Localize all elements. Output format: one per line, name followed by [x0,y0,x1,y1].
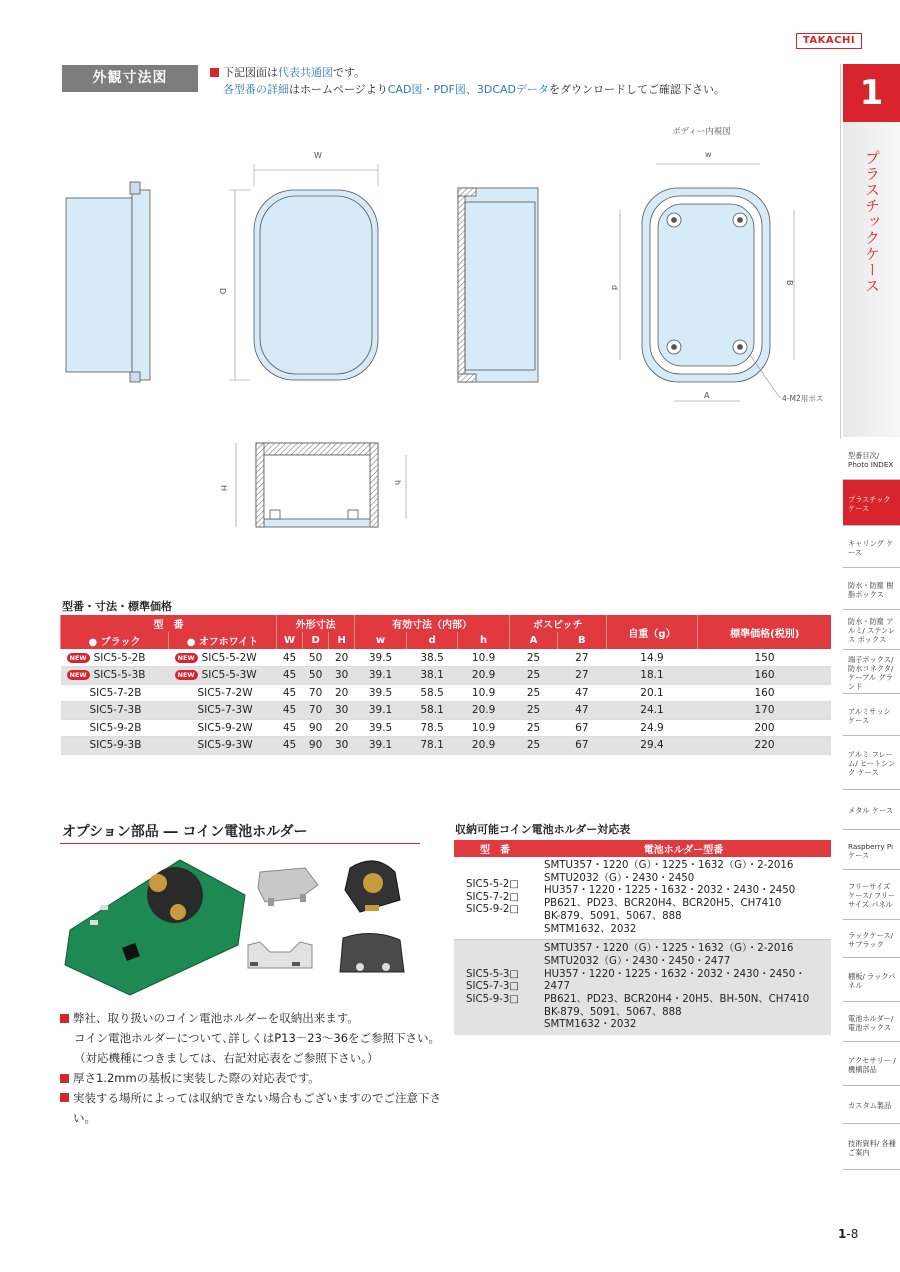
bullet-icon [60,1074,69,1083]
cell-D: 90 [303,719,329,737]
th-B: B [558,632,606,649]
inside-view [620,164,794,401]
holder-line: PB621、PD23、BCR20H4、BCR20H5、CH7410 [544,898,782,910]
th-W: W [277,632,303,649]
cell-h: 20.9 [458,737,510,755]
holder-line: BK-879、5091、5067、888 [544,910,682,922]
holder-line: HU357・1220・1225・1632・2032・2430・2450・2477 [544,968,806,993]
coin-model: SIC5-7-2□ [466,891,520,903]
th-white: ● オフホワイト [169,632,277,649]
side-nav-item[interactable]: 電池ホルダー/ 電池ボックス [843,1002,900,1042]
th-inner: 有効寸法（内部） [355,615,510,632]
table-row [454,857,831,940]
cell-d: 78.5 [406,719,458,737]
holder-line: SMTU357・1220（G）・1225・1632（G）・2-2016 [544,943,794,955]
cell-D: 70 [303,684,329,702]
cell-price: 160 [698,684,831,702]
holder-photo-1 [258,868,318,906]
side-view [66,182,150,382]
cell-price: 160 [698,667,831,685]
cell-H: 20 [329,684,355,702]
cell-d: 38.5 [406,649,458,667]
table-row [61,667,832,685]
option-notes: 弊社、取り扱いのコイン電池ホルダーを収納出来ます。 コイン電池ホルダーについて､詳しくはP13－23～36をご参照下さい。 （対応機種につきましては、右記対応表をご参照下さい。） 厚さ1.2mmの基板に実装した際の対応表です。 実装する場所によっては収納できない場合もございますのでご注意下さい。 [60,1008,450,1128]
cell-A: 25 [509,667,557,685]
side-nav-item[interactable]: メタル ケース [843,790,900,830]
holder-photo-3 [248,942,312,968]
coin-model: SIC5-5-3□ [466,968,520,980]
cell-weight: 24.1 [606,702,698,720]
model-white: SIC5-5-2W [201,651,257,664]
model-black: SIC5-7-3B [89,704,142,717]
th-D: D [303,632,329,649]
cell-H: 30 [329,702,355,720]
cell-d: 78.1 [406,737,458,755]
cell-w: 39.5 [355,684,407,702]
dim-W: W [314,151,322,160]
dim-H: H [219,485,228,492]
th-boss: ボスピッチ [509,615,606,632]
takachi-logo: TAKACHI [796,33,862,49]
option-underline [60,843,420,844]
cell-B: 27 [558,667,606,685]
cell-price: 220 [698,737,831,755]
coin-table-title: 収納可能コイン電池ホルダー対応表 [455,823,631,836]
height-view [236,443,406,527]
th-model: 型 番 [61,615,277,632]
cell-W: 45 [277,667,303,685]
cell-A: 25 [509,649,557,667]
cell-w: 39.1 [355,667,407,685]
cell-A: 25 [509,684,557,702]
cell-h: 20.9 [458,702,510,720]
cell-B: 47 [558,702,606,720]
th-price: 標準価格(税別) [698,615,831,649]
coin-model: SIC5-9-3□ [466,994,520,1006]
model-black: SIC5-9-3B [89,739,142,752]
cell-A: 25 [509,737,557,755]
table-row [454,940,831,1035]
bullet-icon [210,68,219,77]
view-title: ボディー内視図 [672,127,731,137]
new-badge: NEW [175,670,198,680]
cell-h: 10.9 [458,719,510,737]
cell-price: 170 [698,702,831,720]
dim-B: B [785,280,794,286]
cell-weight: 18.1 [606,667,698,685]
model-black: SIC5-5-3B [93,669,146,682]
side-nav-item[interactable]: カスタム製品 [843,1086,900,1124]
cell-B: 67 [558,719,606,737]
side-nav-item[interactable]: 型番目次/ Photo INDEX [843,438,900,480]
th-w: w [355,632,407,649]
cell-B: 27 [558,649,606,667]
cell-D: 50 [303,667,329,685]
table-row [61,702,832,720]
model-black: SIC5-7-2B [89,686,142,699]
cell-h: 10.9 [458,649,510,667]
side-nav-item[interactable]: 端子ボックス/ 防水コネクタ/ ケーブル グランド [843,650,900,694]
spec-table [60,615,831,755]
cell-weight: 29.4 [606,737,698,755]
cell-w: 39.1 [355,737,407,755]
side-nav-item[interactable]: アルミサッシ ケース [843,694,900,736]
model-black: SIC5-5-2B [93,651,146,664]
rail-divider [840,64,841,439]
new-badge: NEW [67,670,90,680]
cell-W: 45 [277,649,303,667]
cell-w: 39.1 [355,702,407,720]
cell-H: 30 [329,737,355,755]
holder-line: PB621、PD23、BCR20H4・20H5、BH-50N、CH7410 [544,994,810,1006]
coin-model: SIC5-7-3□ [466,981,520,993]
side-nav-item[interactable]: Raspberry Piケース [843,830,900,870]
spec-table-title: 型番・寸法・標準価格 [62,600,172,613]
holder-line: SMTU2032（G）・2430・2450・2477 [544,955,731,967]
table-row [61,719,832,737]
side-nav-item[interactable]: 防水・防塵 樹脂ボックス [843,568,900,610]
model-white: SIC5-7-3W [197,704,253,717]
coin-model: SIC5-5-2□ [466,879,520,891]
cell-W: 45 [277,737,303,755]
side-nav [843,438,900,1170]
dim-d: d [610,285,619,291]
dimension-drawings [60,120,840,540]
model-white: SIC5-9-2W [197,721,253,734]
notice: 下記図面は代表共通図です。 各型番の詳細はホームページよりCAD図・PDF図、3DCADデータをダウンロードしてご確認下さい。 [210,64,725,98]
cell-weight: 20.1 [606,684,698,702]
model-black: SIC5-9-2B [89,721,142,734]
holder-line: HU357・1220・1225・1632・2032・2430・2450 [544,885,796,897]
cell-W: 45 [277,684,303,702]
coin-holder-photos [60,850,425,1000]
th-H: H [329,632,355,649]
boss-label: 4-M2用ボス [782,394,824,403]
dim-h: h [393,480,402,486]
side-nav-item[interactable]: 防水・防塵 アルミ/ ステンレス ボックス [843,610,900,650]
cell-w: 39.5 [355,719,407,737]
cell-D: 70 [303,702,329,720]
cell-h: 10.9 [458,684,510,702]
section-view [458,188,538,382]
cell-H: 30 [329,667,355,685]
model-white: SIC5-7-2W [197,686,253,699]
cell-d: 58.5 [406,684,458,702]
pcb-photo [65,860,245,995]
dim-w: w [705,150,712,159]
th-coin-model: 型 番 [454,840,536,857]
side-nav-item[interactable]: ラックケース/ サブラック [843,920,900,958]
section-title: 外観寸法図 [62,65,198,92]
coin-table [454,840,831,1035]
model-white: SIC5-9-3W [197,739,253,752]
bullet-icon [60,1014,69,1023]
holder-photo-4 [340,933,404,972]
table-row [61,649,832,667]
cell-D: 50 [303,649,329,667]
cell-w: 39.5 [355,649,407,667]
cell-d: 38.1 [406,667,458,685]
front-view [229,164,378,380]
holder-photo-2 [345,861,400,912]
dim-A: A [704,391,710,400]
cell-price: 200 [698,719,831,737]
new-badge: NEW [67,653,90,663]
side-nav-item[interactable]: プラスチック ケース [843,480,900,526]
page-number: 1-8 [838,1227,859,1241]
th-weight: 自重（g） [606,615,698,649]
model-white: SIC5-5-3W [201,669,257,682]
table-row [61,737,832,755]
th-black: ● ブラック [61,632,169,649]
option-title: オプション部品 ― コイン電池ホルダー [62,824,308,840]
cell-W: 45 [277,702,303,720]
cell-weight: 24.9 [606,719,698,737]
cell-H: 20 [329,719,355,737]
cell-W: 45 [277,719,303,737]
side-nav-item[interactable]: フリーサイズ ケース/ フリーサイズ パネル [843,870,900,920]
cell-A: 25 [509,702,557,720]
cell-d: 58.1 [406,702,458,720]
bullet-icon [60,1093,69,1102]
cell-D: 90 [303,737,329,755]
holder-line: BK-879、5091、5067、888 [544,1006,682,1018]
holder-line: SMTU2032（G）・2430・2450 [544,872,695,884]
new-badge: NEW [175,653,198,663]
th-coin-holder: 電池ホルダー型番 [536,840,831,857]
holder-line: SMTU357・1220（G）・1225・1632（G）・2-2016 [544,860,794,871]
cell-weight: 14.9 [606,649,698,667]
side-nav-item[interactable]: 技術資料/ 各種ご案内 [843,1124,900,1170]
holder-line: SMTM1632・2032 [544,1019,637,1031]
cell-price: 150 [698,649,831,667]
side-nav-item[interactable]: 棚板/ ラックパネル [843,958,900,1002]
coin-model: SIC5-9-2□ [466,904,520,916]
holder-line: SMTM1632、2032 [544,923,637,935]
cell-A: 25 [509,719,557,737]
cell-B: 47 [558,684,606,702]
cell-H: 20 [329,649,355,667]
th-A: A [509,632,557,649]
th-h: h [458,632,510,649]
side-nav-item[interactable]: キャリング ケース [843,526,900,568]
cell-h: 20.9 [458,667,510,685]
th-outer: 外形寸法 [277,615,355,632]
dim-D: D [218,288,227,295]
side-nav-item[interactable]: アルミ フレーム/ ヒートシンク ケース [843,736,900,790]
table-row [61,684,832,702]
side-nav-item[interactable]: アクセサリー /機構部品 [843,1042,900,1086]
chapter-number: 1 [843,64,900,122]
chapter-title: プラスチックケース [863,150,881,294]
cell-B: 67 [558,737,606,755]
th-d: d [406,632,458,649]
